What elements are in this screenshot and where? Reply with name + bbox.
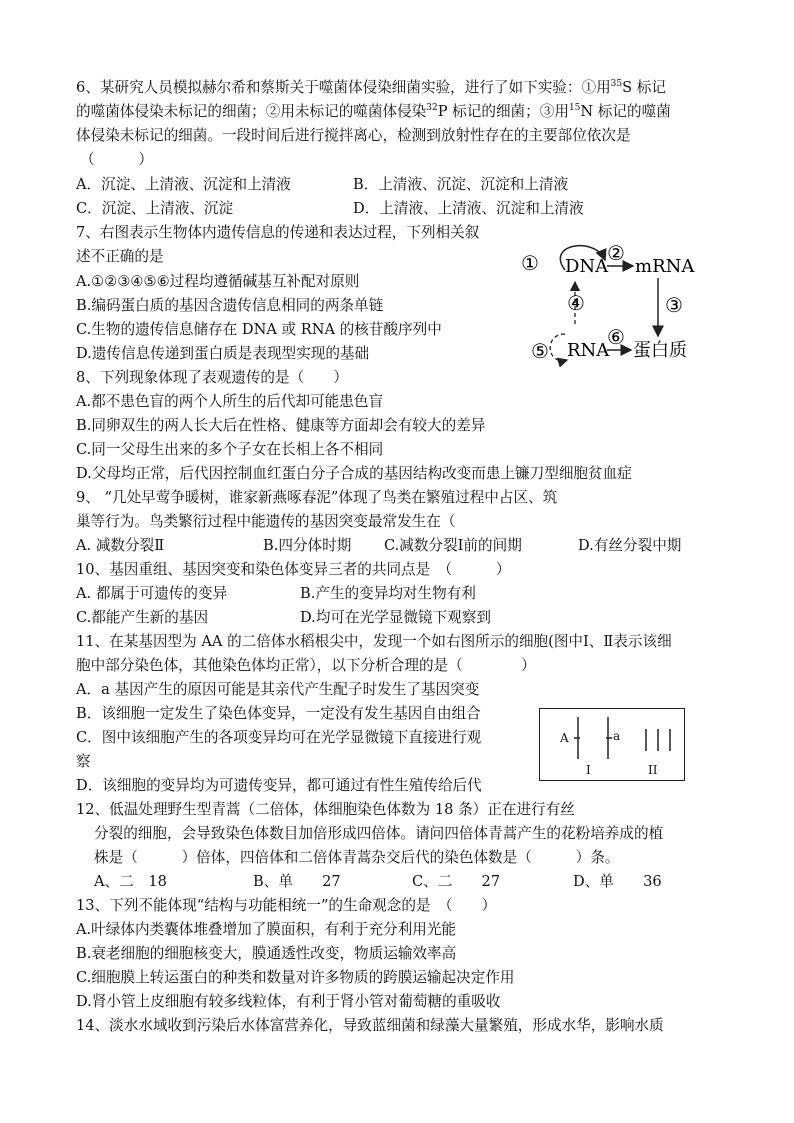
q10-option-b: B.产生的变异均对生物有利 [300,585,476,602]
process-1-label: ① [521,251,539,275]
q10-line-1: 10、基因重组、基因突变和染色体变异三者的共同点是 （ ） [76,561,511,578]
q11-option-a: A．a 基因产生的原因可能是其亲代产生配子时发生了基因突变 [76,681,480,698]
q9-line-2: 巢等行为。鸟类繁衍过程中能遗传的基因突变最常发生在（ [76,513,456,530]
q14-line-1: 14、淡水水域收到污染后水体富营养化，导致蓝细菌和绿藻大量繁殖，形成水华，影响水质 [76,1017,664,1034]
allele-a-label: a [613,729,621,743]
q11-option-c-line-1: C．图中该细胞产生的各项变异均可在光学显微镜下直接进行观 [76,729,482,746]
q6-option-d: D．上清液、上清液、沉淀和上清液 [353,200,584,217]
mrna-label: mRNA [635,256,695,277]
process-4-label: ④ [567,291,585,315]
q8-option-a: A.都不患色盲的两个人所生的后代却可能患色盲 [76,393,384,410]
q12-option-c: C、二 27 [412,873,501,890]
q8-option-b: B.同卵双生的两人长大后在性格、健康等方面却会有较大的差异 [76,417,486,434]
q7-option-b: B.编码蛋白质的基因含遗传信息相同的两条单链 [76,297,384,314]
q10-option-c: C.都能产生新的基因 [76,609,209,626]
q11-option-d: D．该细胞的变异均为可遗传变异，都可通过有性生殖传给后代 [76,777,482,794]
q12-option-a: A、二 18 [94,873,167,890]
q7-line-2: 述不正确的是 [76,248,164,265]
q9-option-b: B.四分体时期 [263,537,352,554]
q11-line-2: 胞中部分染色体，其他染色体均正常），以下分析合理的是（ ） [76,657,536,674]
q6-line-1: 6、某研究人员模拟赫尔希和蔡斯关于噬菌体侵染细菌实验，进行了如下实验：①用$^{35}$S 标记 [76,79,666,96]
q9-line-1: 9、 “几处早莺争暖树，谁家新燕啄春泥”体现了鸟类在繁殖过程中占区、筑 [76,489,558,506]
q8-option-d: D.父母均正常，后代因控制血红蛋白分子合成的基因结构改变而患上镰刀型细胞贫血症 [76,465,632,482]
q12-option-b: B、单 27 [253,873,341,890]
q12-line-2: 分裂的细胞，会导致染色体数目加倍形成四倍体。请问四倍体青蒿产生的花粉培养成的植 [94,825,664,842]
dna-label: DNA [565,256,609,277]
q13-option-b: B.衰老细胞的细胞核变大，膜通透性改变，物质运输效率高 [76,945,457,962]
q13-line-1: 13、下列不能体现“结构与功能相统一”的生命观念的是 （ ） [76,897,497,914]
q6-option-a: A．沉淀、上清液、沉淀和上清液 [76,176,291,193]
process-6-label: ⑥ [607,325,625,349]
q10-option-a: A. 都属于可遗传的变异 [76,585,228,602]
q12-option-d: D、单 36 [573,873,662,890]
chromosome-II-label: II [648,763,658,777]
chromosome-I-label: I [586,763,591,777]
process-3-label: ③ [665,293,683,317]
q10-option-d: D.均可在光学显微镜下观察到 [300,609,491,626]
central-dogma-diagram [515,242,700,367]
process-2-label: ② [607,242,625,265]
q7-line-1: 7、右图表示生物体内遗传信息的传递和表达过程，下列相关叙 [76,224,480,241]
q7-option-c: C.生物的遗传信息储存在 DNA 或 RNA 的核苷酸序列中 [76,321,442,338]
rna-label: RNA [567,340,610,361]
q8-option-c: C.同一父母生出来的多个子女在长相上各不相同 [76,441,384,458]
allele-A-label: A [560,731,569,745]
q9-option-d: D.有丝分裂中期 [578,537,682,554]
q11-option-c-line-2: 察 [76,753,91,770]
q13-option-c: C.细胞膜上转运蛋白的种类和数量对许多物质的跨膜运输起决定作用 [76,969,515,986]
q6-line-4: （ ） [80,151,153,168]
process-5-label: ⑤ [531,339,549,363]
q13-option-d: D.肾小管上皮细胞有较多线粒体，有利于肾小管对葡萄糖的重吸收 [76,993,501,1010]
q11-line-1: 11、在某基因型为 AA 的二倍体水稻根尖中，发现一个如右图所示的细胞(图中Ⅰ、Ⅱ表示该细 [76,633,672,650]
q9-option-a: A. 减数分裂Ⅱ [76,537,165,554]
q6-option-b: B．上清液、沉淀、沉淀和上清液 [353,176,569,193]
rna-replication-arrow [550,334,567,361]
q12-line-1: 12、低温处理野生型青蒿（二倍体，体细胞染色体数为 18 条）正在进行有丝 [76,801,575,818]
q9-option-c: C.减数分裂Ⅰ前的间期 [384,537,522,554]
cell-diagram [539,708,685,781]
q13-option-a: A.叶绿体内类囊体堆叠增加了膜面积，有利于充分利用光能 [76,921,457,938]
q6-option-c: C．沉淀、上清液、沉淀 [76,200,234,217]
q6-line-3: 体侵染未标记的细菌。一段时间后进行搅拌离心，检测到放射性存在的主要部位依次是 [76,127,631,144]
q12-line-3: 株是（ ）倍体，四倍体和二倍体青蒿杂交后代的染色体数是（ ）条。 [94,849,620,866]
protein-label: 蛋白质 [633,340,687,361]
q7-option-a: A.①②③④⑤⑥过程均遵循碱基互补配对原则 [76,273,360,290]
q8-line-1: 8、下列现象体现了表观遗传的是（ ） [76,369,348,386]
q11-option-b: B．该细胞一定发生了染色体变异，一定没有发生基因自由组合 [76,705,481,722]
q6-line-2: 的噬菌体侵染未标记的细菌；②用未标记的噬菌体侵染$^{32}$P 标记的细菌；③用$^{15}$N 标记的噬菌 [76,103,671,120]
q7-option-d: D.遗传信息传递到蛋白质是表现型实现的基础 [76,345,370,362]
